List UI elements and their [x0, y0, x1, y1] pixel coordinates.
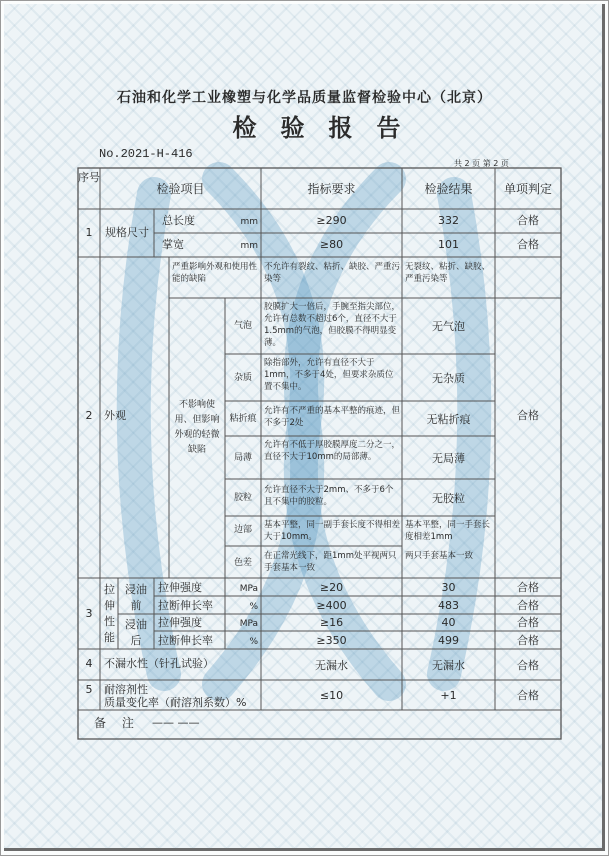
row3-g1s2-result: 483 — [438, 599, 459, 612]
row3-g2s2-requirement: ≥350 — [316, 634, 347, 647]
row3-g1s1-requirement: ≥20 — [319, 581, 344, 594]
row2-minor-name-color: 色差 — [233, 558, 252, 568]
row2-minor-name-impurity: 杂质 — [233, 373, 252, 383]
row2-minor-req-thin: 允许有不低于厚胶膜厚度二分之一，直径不大于10mm的局部薄。 — [264, 440, 401, 462]
row3-g1s2-unit: % — [249, 602, 258, 612]
row2-minor-result-color: 两只手套基本一致 — [405, 551, 474, 561]
row3-no: 3 — [85, 607, 93, 620]
row2-minor-req-particle: 允许直径不大于2mm、不多于6个且不集中的胶粒。 — [264, 485, 394, 507]
row1-sub1-requirement: ≥290 — [316, 214, 347, 227]
row3-g2s1-result: 40 — [441, 616, 456, 629]
row2-minor-result-crease: 无粘折痕 — [426, 413, 471, 426]
row3-g1s1-unit: MPa — [239, 584, 258, 594]
row2-serious-requirement: 不允许有裂纹、粘折、缺胶、严重污染等 — [264, 262, 401, 284]
row2-minor-result-impurity: 无杂质 — [432, 372, 465, 385]
row3-group2-label: 浸油后 — [125, 618, 147, 647]
row3-g1s2-verdict: 合格 — [517, 599, 539, 612]
row3-g2s1-unit: MPa — [239, 619, 258, 629]
row2-serious-label: 严重影响外观和使用性能的缺陷 — [172, 262, 258, 284]
row1-sub1-name: 总长度 — [162, 214, 195, 227]
row1-sub2-name: 掌宽 — [162, 238, 184, 251]
row2-no: 2 — [85, 409, 93, 422]
row5-item-line1: 耐溶剂性 — [104, 683, 148, 696]
row3-g1s1-result: 30 — [441, 581, 456, 594]
row1-sub2-verdict: 合格 — [517, 238, 539, 251]
row2-minor-name-crease: 粘折痕 — [229, 414, 257, 424]
organization-name: 石油和化学工业橡塑与化学品质量监督检验中心（北京） — [117, 90, 492, 106]
row2-minor-req-impurity: 除指部外，允许有直径不大于1mm，不多于4处，但要求杂质位置不集中。 — [264, 358, 394, 392]
row3-g2s2-result: 499 — [438, 634, 459, 647]
row3-group1-label: 浸油前 — [125, 583, 147, 612]
row2-minor-req-edge: 基本平整，同一副手套长度不得相差大于10mm。 — [264, 520, 401, 542]
row4-result: 无漏水 — [432, 659, 465, 672]
row3-g2s2-verdict: 合格 — [517, 634, 539, 647]
row3-g2s1-name: 拉伸强度 — [158, 616, 202, 629]
row2-minor-result-particle: 无胶粒 — [432, 492, 465, 505]
row3-item: 拉伸性能 — [104, 583, 115, 644]
row2-item: 外观 — [104, 409, 126, 422]
row3-g1s1-name: 拉伸强度 — [158, 581, 202, 594]
row2-minor-name-particle: 胶粒 — [233, 493, 252, 503]
row2-minor-req-crease: 允许有不严重的基本平整的痕迹，但不多于2处 — [264, 406, 401, 428]
row1-sub2-requirement: ≥80 — [319, 238, 344, 251]
row4-no: 4 — [85, 657, 93, 670]
row3-g2s1-requirement: ≥16 — [319, 616, 344, 629]
report-sheet — [4, 4, 605, 851]
header-no: 序号 — [78, 171, 100, 184]
row1-sub2-result: 101 — [438, 238, 459, 251]
row1-sub1-result: 332 — [438, 214, 459, 227]
row1-item: 规格尺寸 — [105, 226, 149, 239]
row2-minor-result-thin: 无局薄 — [432, 452, 465, 465]
header-item: 检验项目 — [156, 182, 205, 196]
row2-minor-name-thin: 局薄 — [233, 453, 252, 463]
row4-verdict: 合格 — [517, 659, 539, 672]
row5-result: +1 — [440, 689, 457, 702]
row1-sub1-unit: mm — [240, 217, 258, 227]
header-verdict: 单项判定 — [503, 182, 552, 196]
row1-no: 1 — [85, 226, 93, 239]
row4-requirement: 无漏水 — [315, 659, 348, 672]
header-result: 检验结果 — [424, 182, 473, 196]
row1-sub1-verdict: 合格 — [517, 214, 539, 227]
row3-g1s2-name: 拉断伸长率 — [158, 599, 213, 612]
row3-g2s1-verdict: 合格 — [517, 616, 539, 629]
row1-sub2-unit: mm — [240, 241, 258, 251]
remarks-label: 备 注 — [94, 716, 140, 730]
row2-minor-req-color: 在正常光线下，距1mm处平视两只手套基本一致 — [264, 551, 397, 573]
row2-minor-name-edge: 边部 — [233, 525, 252, 535]
row3-g1s1-verdict: 合格 — [517, 581, 539, 594]
report-number: No.2021-H-416 — [99, 147, 193, 161]
row3-g2s2-unit: % — [249, 637, 258, 647]
row5-verdict: 合格 — [517, 689, 539, 702]
row3-g2s2-name: 拉断伸长率 — [158, 634, 213, 647]
row2-minor-result-bubble: 无气泡 — [432, 320, 465, 333]
row5-requirement: ≤10 — [319, 689, 344, 702]
row5-no: 5 — [85, 683, 93, 696]
row4-item: 不漏水性（针孔试验） — [104, 657, 214, 670]
row2-minor-req-bubble: 胶膜扩大一倍后，手腕至指尖部位，允许有总数不超过6个，直径不大于1.5mm的气泡，但胶膜不得明显变薄。 — [264, 302, 401, 348]
remarks-value: —— —— — [152, 716, 200, 729]
page-info: 共 2 页 第 2 页 — [454, 159, 509, 168]
header-requirement: 指标要求 — [307, 182, 356, 196]
row2-minor-label: 不影响使用、但影响外观的轻微缺陷 — [174, 400, 220, 455]
row2-verdict: 合格 — [517, 409, 539, 422]
row2-serious-result: 无裂纹、粘折、缺胶、严重污染等 — [405, 262, 491, 284]
report-title: 检验报告 — [232, 114, 425, 142]
row2-minor-result-edge: 基本平整，同一手套长度相差1mm — [405, 520, 491, 542]
row2-minor-name-bubble: 气泡 — [233, 321, 252, 331]
row5-item-line2: 质量变化率（耐溶剂系数）% — [104, 696, 247, 709]
row3-g1s2-requirement: ≥400 — [316, 599, 347, 612]
